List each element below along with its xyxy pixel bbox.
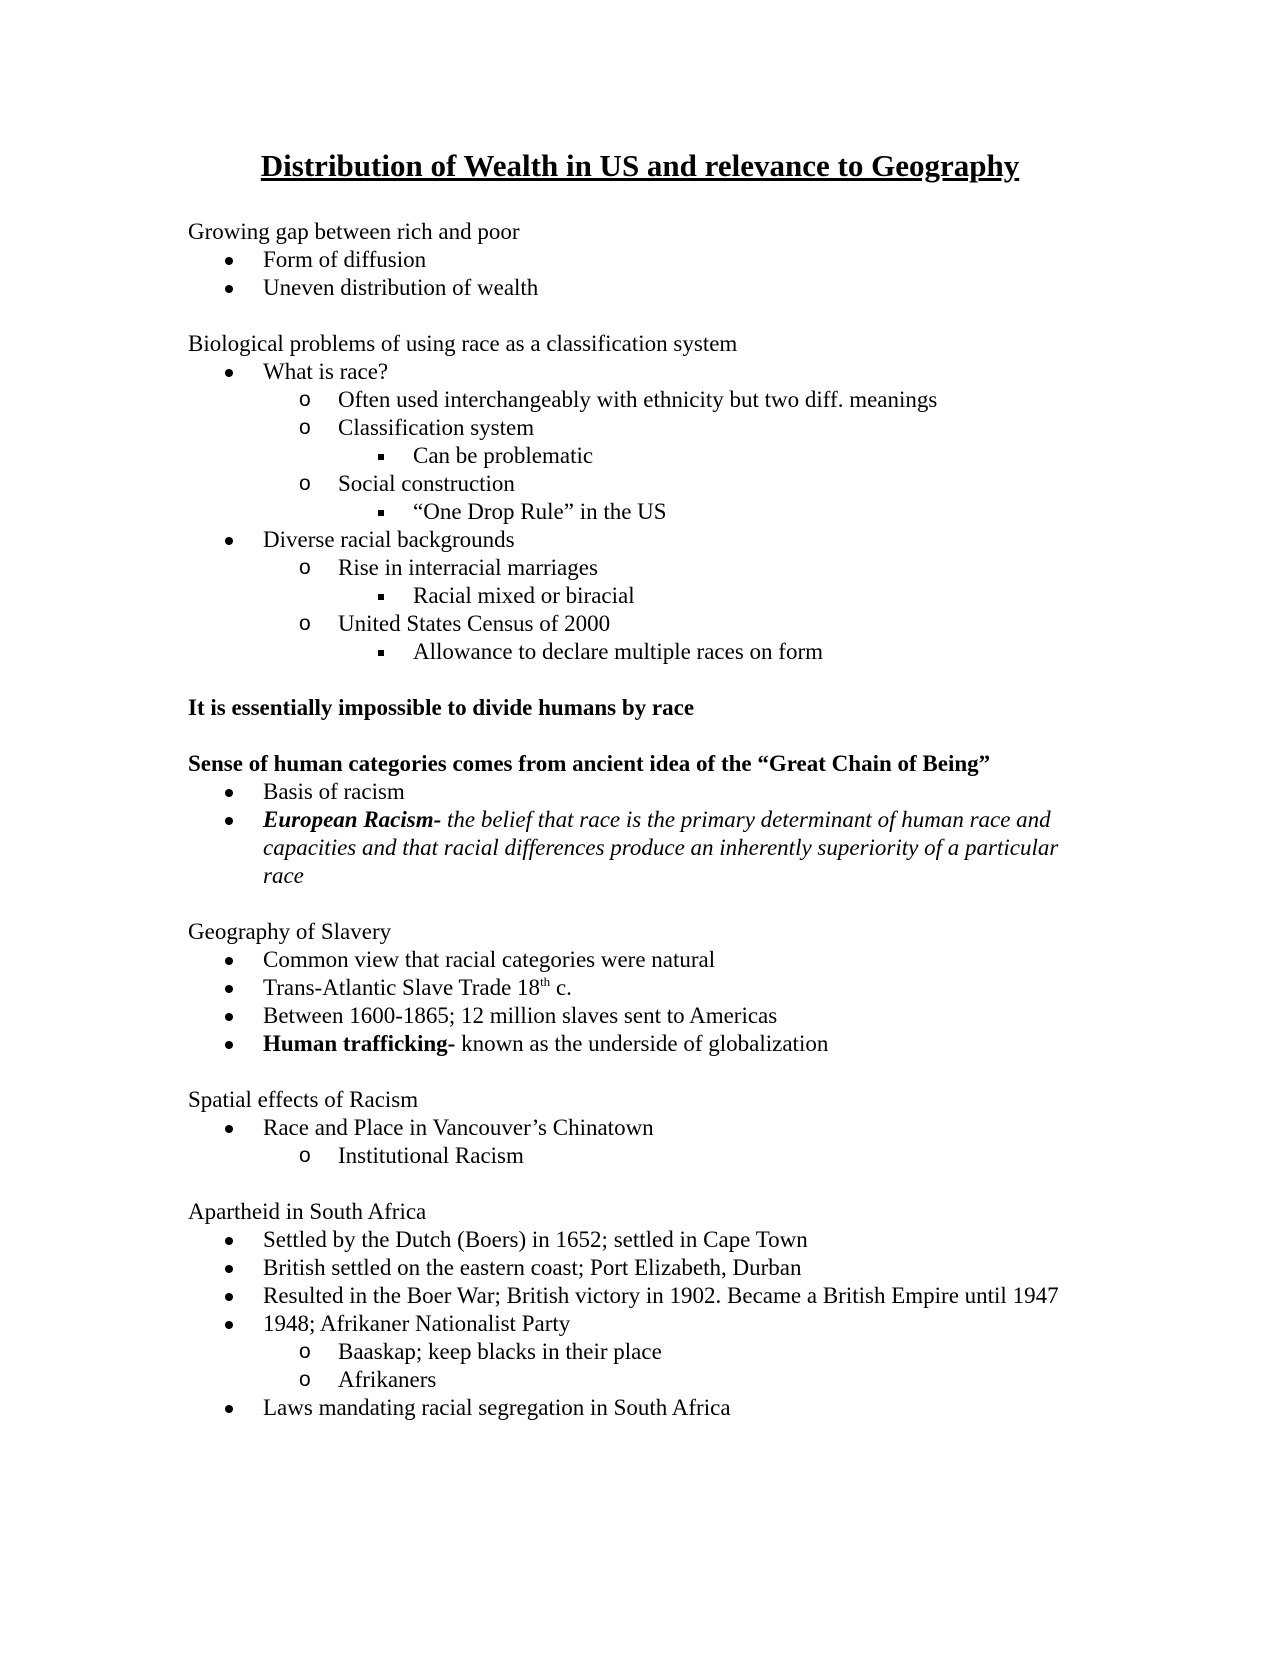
- list-item: Uneven distribution of wealth: [188, 274, 1088, 302]
- list-item: Form of diffusion: [188, 246, 1088, 274]
- superscript: th: [540, 974, 551, 989]
- bullet-icon: [225, 1013, 233, 1021]
- bullet-icon: [225, 789, 233, 797]
- document-body: [188, 218, 1088, 1450]
- section-slavery: [188, 918, 1088, 1058]
- section-apartheid: [188, 1198, 1088, 1422]
- list-item: Trans-Atlantic Slave Trade 18th c.: [188, 974, 1088, 1002]
- list-item: Diverse racial backgrounds: [188, 526, 1088, 554]
- square-bullet-icon: [378, 594, 384, 600]
- defined-term: Human trafficking-: [263, 1031, 456, 1056]
- list-item: Settled by the Dutch (Boers) in 1652; settled in Cape Town: [188, 1226, 1088, 1254]
- list-item: Between 1600-1865; 12 million slaves sent to Americas: [188, 1002, 1088, 1030]
- section-heading: Spatial effects of Racism: [188, 1087, 419, 1112]
- circle-bullet-icon: o: [299, 612, 311, 635]
- page-title: Distribution of Wealth in US and relevance to Geography: [260, 148, 1020, 183]
- section-biological-problems: [188, 330, 1088, 666]
- list-item: Allowance to declare multiple races on form: [188, 638, 1088, 666]
- square-bullet-icon: [378, 510, 384, 516]
- bullet-icon: [225, 1321, 233, 1329]
- list-item: “One Drop Rule” in the US: [188, 498, 1088, 526]
- circle-bullet-icon: o: [299, 1340, 311, 1363]
- bullet-icon: [225, 285, 233, 293]
- bold-statement: It is essentially impossible to divide humans by race: [188, 695, 695, 720]
- list-item: o Afrikaners: [299, 1367, 437, 1392]
- list-item: Racial mixed or biracial: [188, 582, 1088, 610]
- list-item: What is race?: [188, 358, 1088, 386]
- list-item: o United States Census of 2000: [299, 611, 611, 636]
- list-item: Basis of racism: [188, 778, 1088, 806]
- list-item: 1948; Afrikaner Nationalist Party: [188, 1310, 1088, 1338]
- bullet-list: [188, 246, 1088, 302]
- square-bullet-icon: [378, 454, 384, 460]
- list-item: o Social construction: [299, 471, 515, 496]
- square-bullet-icon: [378, 650, 384, 656]
- circle-bullet-icon: o: [299, 556, 311, 579]
- list-item: Race and Place in Vancouver’s Chinatown: [188, 1114, 1088, 1142]
- bullet-list: [188, 1226, 1088, 1422]
- list-item: o Rise in interracial marriages: [299, 555, 598, 580]
- bullet-icon: [225, 817, 233, 825]
- bullet-icon: [225, 1293, 233, 1301]
- bullet-icon: [225, 1265, 233, 1273]
- bullet-icon: [225, 257, 233, 265]
- list-item: o Baaskap; keep blacks in their place: [299, 1339, 662, 1364]
- list-item: British settled on the eastern coast; Port Elizabeth, Durban: [188, 1254, 1088, 1282]
- section-heading: Geography of Slavery: [188, 919, 392, 944]
- bullet-icon: [225, 1237, 233, 1245]
- list-item: o Institutional Racism: [299, 1143, 524, 1168]
- section-statement: [188, 694, 1088, 722]
- circle-bullet-icon: o: [299, 472, 311, 495]
- bullet-list: [188, 946, 1088, 1058]
- list-item: o Often used interchangeably with ethnicity but two diff. meanings: [299, 387, 938, 412]
- bullet-list: [188, 778, 1088, 890]
- bullet-list: [188, 358, 1088, 666]
- bullet-icon: [225, 1405, 233, 1413]
- section-spatial-effects: [188, 1086, 1088, 1170]
- circle-bullet-icon: o: [299, 388, 311, 411]
- list-item: o Classification system: [299, 415, 535, 440]
- circle-bullet-icon: o: [299, 416, 311, 439]
- list-item: Human trafficking- known as the underside of globalization: [188, 1030, 1088, 1058]
- section-heading: Sense of human categories comes from ancient idea of the “Great Chain of Being”: [188, 751, 991, 776]
- section-wealth-gap: [188, 218, 1088, 302]
- bullet-icon: [225, 1125, 233, 1133]
- circle-bullet-icon: o: [299, 1368, 311, 1391]
- circle-bullet-icon: o: [299, 1144, 311, 1167]
- bullet-icon: [225, 537, 233, 545]
- term-definition: the belief that race is the primary determinant of human race and capacities and that racial differences produce an inherently superiority of a particular race: [263, 807, 1059, 888]
- list-item: Resulted in the Boer War; British victory in 1902. Became a British Empire until 1947: [188, 1282, 1088, 1310]
- section-heading: Apartheid in South Africa: [188, 1199, 427, 1224]
- section-heading: Growing gap between rich and poor: [188, 219, 520, 244]
- list-item: [188, 806, 1088, 890]
- bullet-icon: [225, 1041, 233, 1049]
- section-great-chain: [188, 750, 1088, 890]
- list-item: Can be problematic: [188, 442, 1088, 470]
- bullet-list: [188, 1114, 1088, 1170]
- list-item: Common view that racial categories were natural: [188, 946, 1088, 974]
- bullet-icon: [225, 369, 233, 377]
- bullet-icon: [225, 957, 233, 965]
- list-item: Laws mandating racial segregation in South Africa: [188, 1394, 1088, 1422]
- defined-term: European Racism-: [263, 807, 442, 832]
- section-heading: Biological problems of using race as a classification system: [188, 331, 738, 356]
- bullet-icon: [225, 985, 233, 993]
